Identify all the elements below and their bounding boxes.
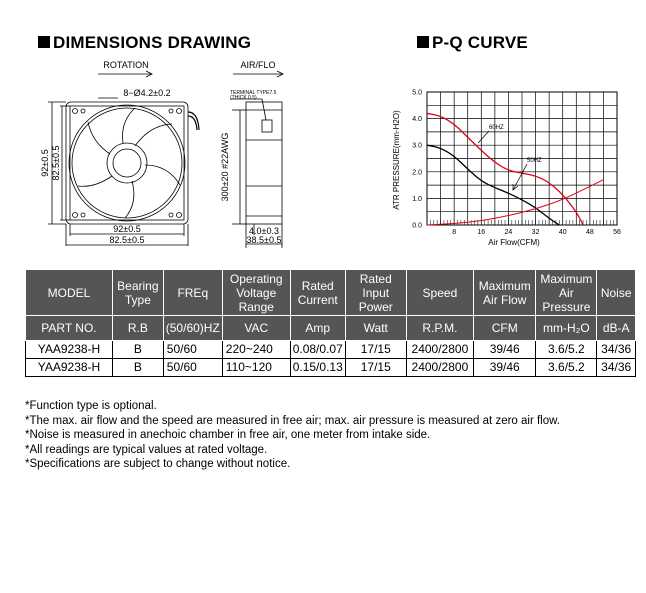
x-tick-label: 40 <box>558 229 567 236</box>
y-tick-label: 3.0 <box>412 142 422 150</box>
col-header-1: Bearing Type <box>112 270 163 316</box>
note-line: *Noise is measured in anechoic chamber in free air, one meter from intake side. <box>25 429 431 441</box>
table-cell: YAA9238-H <box>26 341 113 359</box>
table-cell: 50/60 <box>163 341 222 359</box>
y-tick-label: 5.0 <box>412 89 422 97</box>
note-line: *All readings are typical values at rated voltage. <box>25 443 268 456</box>
x-tick-label: 16 <box>477 229 486 236</box>
thick-label: (THICK 0.5) <box>230 95 257 101</box>
y-tick-label: 1.0 <box>412 195 422 203</box>
spec-table <box>25 269 636 377</box>
dimensions-drawing <box>30 56 310 251</box>
col-unit-6: R.P.M. <box>406 316 473 341</box>
depth-label: 4.0±0.3 <box>249 226 279 236</box>
col-unit-5: Watt <box>345 316 406 341</box>
series-line-60hz <box>427 113 583 225</box>
table-row <box>26 341 636 359</box>
pq-curve-title: P-Q CURVE <box>417 33 528 53</box>
y-tick-label: 4.0 <box>412 116 422 124</box>
table-cell: 2400/2800 <box>406 359 473 377</box>
table-header-row <box>26 270 636 316</box>
terminal-label: TERMINAL TYPE7.5 <box>230 90 277 96</box>
table-cell: B <box>112 341 163 359</box>
col-header-7: Maximum Air Flow <box>474 270 536 316</box>
pq-chart <box>380 78 630 258</box>
x-tick-label: 32 <box>531 229 540 236</box>
table-cell: 3.6/5.2 <box>536 359 597 377</box>
table-cell: YAA9238-H <box>26 359 113 377</box>
col-header-3: Operating Voltage Range <box>222 270 290 316</box>
table-cell: 2400/2800 <box>406 341 473 359</box>
height-inner-label: 82.5±0.5 <box>51 145 61 181</box>
note-line: *The max. air flow and the speed are measured in free air; max. air pressure is measured at zero air flow. <box>25 414 560 427</box>
rotation-label: ROTATION <box>103 60 149 70</box>
note-line: *Specifications are subject to change without notice. <box>25 458 291 470</box>
width-inner-label: 82.5±0.5 <box>109 235 145 245</box>
col-unit-4: Amp <box>290 316 345 341</box>
y-tick-label: 2.0 <box>412 169 422 177</box>
x-tick-label: 8 <box>452 229 457 236</box>
col-header-8: Maximum Air Pressure <box>536 270 597 316</box>
depth-total-label: 38.5±0.5 <box>246 235 282 245</box>
airflow-label: AIR/FLO <box>240 60 276 70</box>
label-60hz: 60HZ <box>489 125 504 131</box>
y-tick-label: 0.0 <box>412 222 422 230</box>
table-cell: 50/60 <box>163 359 222 377</box>
x-tick-label: 48 <box>585 229 594 236</box>
holes-label: 8−Ø4.2±0.2 <box>123 88 171 98</box>
square-bullet-icon <box>38 36 50 48</box>
label-50hz-leader <box>513 164 527 190</box>
x-tick-label: 24 <box>504 229 513 236</box>
height-outer-label: 92±0.5 <box>40 149 50 177</box>
col-unit-7: CFM <box>474 316 536 341</box>
col-header-9: Noise <box>597 270 636 316</box>
notes <box>25 399 560 472</box>
col-unit-1: R.B <box>112 316 163 341</box>
table-cell: 0.08/0.07 <box>290 341 345 359</box>
note-line: *Function type is optional. <box>25 400 157 412</box>
col-unit-9: dB-A <box>597 316 636 341</box>
width-outer-label: 92±0.5 <box>113 224 141 234</box>
table-cell: 0.15/0.13 <box>290 359 345 377</box>
x-tick-label: 56 <box>613 229 621 236</box>
col-header-6: Speed <box>406 270 473 316</box>
col-header-4: Rated Current <box>290 270 345 316</box>
col-unit-2: (50/60)HZ <box>163 316 222 341</box>
dimensions-title: DIMENSIONS DRAWING <box>38 33 251 53</box>
table-unit-row <box>26 316 636 341</box>
lead-length-label: 300±20 #22AWG <box>220 132 230 202</box>
table-cell: 34/36 <box>597 359 636 377</box>
table-cell: 220~240 <box>222 341 290 359</box>
x-axis-label: Air Flow(CFM) <box>488 238 540 247</box>
table-cell: 39/46 <box>474 359 536 377</box>
table-cell: 17/15 <box>345 341 406 359</box>
col-header-0: MODEL <box>26 270 113 316</box>
col-unit-0: PART NO. <box>26 316 113 341</box>
label-60hz-leader <box>478 131 489 143</box>
table-cell: 34/36 <box>597 341 636 359</box>
col-header-5: Rated Input Power <box>345 270 406 316</box>
table-cell: 39/46 <box>474 341 536 359</box>
label-50hz: 50HZ <box>527 158 542 164</box>
y-axis-label: ATR PRESSURE(mm-H2O) <box>392 110 401 210</box>
table-cell: 17/15 <box>345 359 406 377</box>
col-unit-3: VAC <box>222 316 290 341</box>
col-unit-8: mm-H₂O <box>536 316 597 341</box>
col-header-2: FREq <box>163 270 222 316</box>
table-cell: 110~120 <box>222 359 290 377</box>
table-cell: B <box>112 359 163 377</box>
table-row <box>26 359 636 377</box>
table-cell: 3.6/5.2 <box>536 341 597 359</box>
square-bullet-icon <box>417 36 429 48</box>
